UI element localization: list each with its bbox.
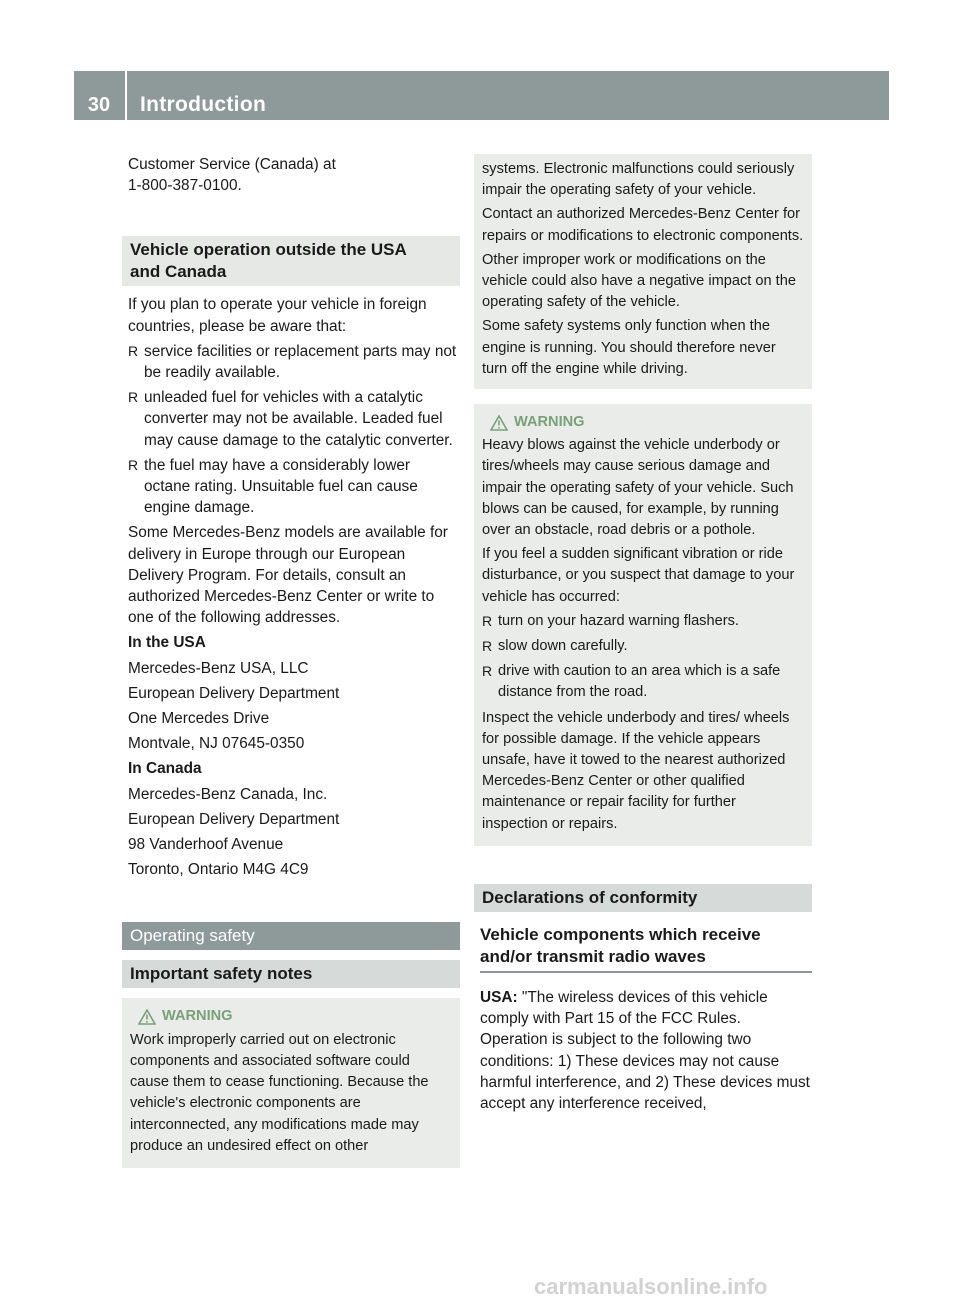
right-column [480,154,812,1118]
radio-components-heading: Vehicle components which receive and/or transmit radio waves [480,924,812,973]
abroad-intro: If you plan to operate your vehicle in foreign countries, please be aware that: [128,296,427,335]
warning-text: If you feel a sudden significant vibration or ride disturbance, or you suspect that damage to your vehicle has occurred: [482,546,795,605]
list-item: R unleaded fuel for vehicles with a catalytic converter may not be available. Leaded fuel may cause damage to the catalytic converter. [128,387,460,451]
declarations-heading: Declarations of conformity [474,884,812,912]
list-item: R turn on your hazard warning flashers. [482,611,804,632]
warning-text: Work improperly carried out on electronic components and associated software could cause them to cease functioning. Because the vehicle's electronic components are interconnected, any modifications made may produce an undesired effect on other [130,1031,429,1154]
european-delivery-text: Some Mercedes-Benz models are available for delivery in Europe through our European Delivery Program. For details, consult an authorized Mercedes-Benz Center or write to one of the following addresses. [128,524,448,627]
list-item: R service facilities or replacement parts may not be readily available. [128,341,460,383]
warning-text: Heavy blows against the vehicle underbody or tires/wheels may cause serious damage and impair the operating safety of your vehicle. Such blows can be caused, for example, by running over an obstacle, road debris or a pothole. [482,437,794,539]
usa-address-line: European Delivery Department [128,684,340,702]
watermark: carmanualsonline.info [534,1274,768,1299]
canada-address-line: Mercedes-Benz Canada, Inc. [128,785,328,803]
list-item: R drive with caution to an area which is a safe distance from the road. [482,661,804,703]
usa-address-line: Mercedes-Benz USA, LLC [128,659,309,677]
warning-text: Other improper work or modifications on the vehicle could also have a negative impact on the operating safety of the vehicle. [482,251,796,311]
intro-text: Customer Service (Canada) at 1-800-387-0100. [128,156,336,195]
page-number: 30 [87,94,111,116]
important-notes-heading: Important safety notes [122,960,460,988]
warning-box [122,998,460,1167]
warning-continued-box [474,154,812,389]
canada-label: In Canada [128,760,202,778]
operating-safety-heading: Operating safety [122,922,460,950]
warning-heading: WARNING [130,1006,452,1027]
warning-text: Some safety systems only function when the engine is running. You should therefore never turn off the engine while driving. [482,318,776,377]
warning-text: systems. Electronic malfunctions could seriously impair the operating safety of your vehicle. [482,161,795,199]
warning-triangle-icon [138,1009,156,1025]
warning-box [474,404,812,846]
header-divider [125,71,127,120]
abroad-heading: Vehicle operation outside the USA and Canada [122,236,460,286]
warning-text: Contact an authorized Mercedes-Benz Center for repairs or modifications to electronic components. [482,206,804,244]
usa-address-line: Montvale, NJ 07645-0350 [128,735,305,753]
canada-address-line: 98 Vanderhoof Avenue [128,836,284,854]
warning-triangle-icon [490,415,508,431]
warning-text: Inspect the vehicle underbody and tires/ wheels for possible damage. If the vehicle appears unsafe, have it towed to the nearest authorized Mercedes-Benz Center or other qualified maintenance or repair facility for further inspection or repairs. [482,709,790,832]
warning-heading: WARNING [482,412,804,433]
usa-label: In the USA [128,634,206,652]
fcc-statement: USA: "The wireless devices of this vehicle comply with Part 15 of the FCC Rules. Operation is subject to the following two conditions: 1) These devices may not cause harmful interference, and 2) These devices must accept any interference received, [480,988,810,1112]
canada-address-line: Toronto, Ontario M4G 4C9 [128,861,309,879]
list-item: R the fuel may have a considerably lower octane rating. Unsuitable fuel can cause engine damage. [128,455,460,519]
page-header [74,71,889,120]
section-title: Introduction [140,93,267,116]
list-item: R slow down carefully. [482,636,804,657]
usa-address-line: One Mercedes Drive [128,710,270,728]
canada-address-line: European Delivery Department [128,810,340,828]
left-column [128,154,460,1168]
